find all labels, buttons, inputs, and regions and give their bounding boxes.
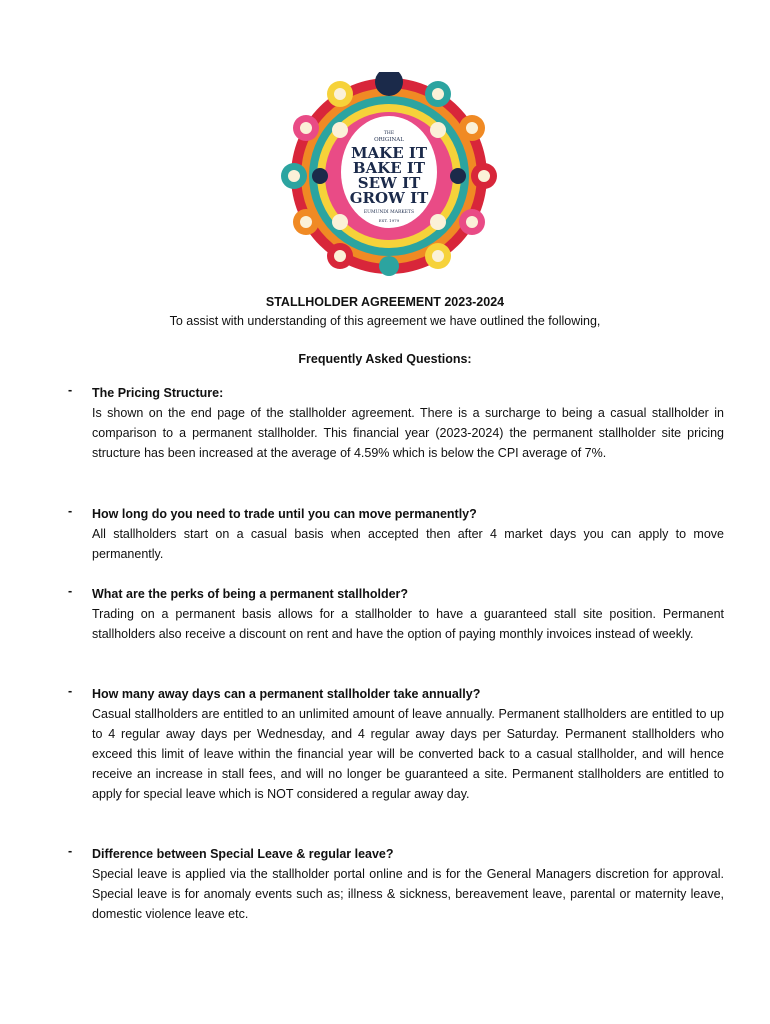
faq-question: Difference between Special Leave & regular leave? <box>92 847 394 861</box>
faq-item-pricing-structure <box>68 383 724 463</box>
logo-the: THE <box>383 131 395 136</box>
bullet-dash: - <box>68 584 73 598</box>
market-logo <box>280 72 498 276</box>
faq-question: The Pricing Structure: <box>92 386 224 400</box>
logo-markets: EUMUNDI MARKETS <box>363 210 415 215</box>
faq-answer: Special leave is applied via the stallholder portal online and is for the General Managers discretion for approval. Special leave is for anomaly events such as; illness & sickness, bereavement leave, parental or maternity leave, domestic violence leave etc. <box>92 867 724 921</box>
bullet-dash: - <box>68 844 73 858</box>
logo-est: EST. 1979 <box>378 218 400 223</box>
logo-original: ORIGINAL <box>374 137 404 143</box>
logo-graphic <box>280 72 498 276</box>
logo-sew-it: SEW IT <box>357 174 421 192</box>
faq-question: How long do you need to trade until you can move permanently? <box>92 507 477 521</box>
document-title: STALLHOLDER AGREEMENT 2023-2024 <box>265 295 505 309</box>
faq-item-move-permanently <box>68 504 724 564</box>
bullet-dash: - <box>68 684 73 698</box>
faq-question: How many away days can a permanent stallholder take annually? <box>92 687 481 701</box>
logo-grow-it: GROW IT <box>349 189 429 207</box>
faq-answer: Is shown on the end page of the stallholder agreement. There is a surcharge to being a casual stallholder in comparison to a permanent stallholder. This financial year (2023-2024) the permanent stallholder site pricing structure has been increased at the average of 4.59% which is below the CPI average of 7%. <box>92 406 724 460</box>
faq-answer: Casual stallholders are entitled to an unlimited amount of leave annually. Permanent stallholders are entitled to up to 4 regular away days per Wednesday, and 4 regular away days per Saturday. Permanent stallholders who exceed this limit of leave within the financial year will be converted back to a casual stallholder, and will hence receive an increase in stall fees, and will no longer be guaranteed a site. Permanent stallholders are entitled to apply for special leave which is NOT considered a regular away day. <box>92 707 724 801</box>
faq-item-special-leave <box>68 844 724 924</box>
faq-answer: All stallholders start on a casual basis when accepted then after 4 market days you can apply to move permanently. <box>92 527 724 561</box>
faq-item-away-days <box>68 684 724 804</box>
faq-heading: Frequently Asked Questions: <box>298 352 472 366</box>
bullet-dash: - <box>68 383 73 397</box>
logo-make-it: MAKE IT <box>350 144 428 162</box>
faq-answer: Trading on a permanent basis allows for a stallholder to have a guaranteed stall site position. Permanent stallholders also receive a discount on rent and have the option of paying monthly invoices instead of weekly. <box>92 607 724 641</box>
logo-bake-it: BAKE IT <box>352 159 426 177</box>
bullet-dash: - <box>68 504 73 518</box>
faq-question: What are the perks of being a permanent stallholder? <box>92 587 409 601</box>
document-intro: To assist with understanding of this agreement we have outlined the following, <box>169 314 601 328</box>
faq-item-permanent-perks <box>68 584 724 644</box>
